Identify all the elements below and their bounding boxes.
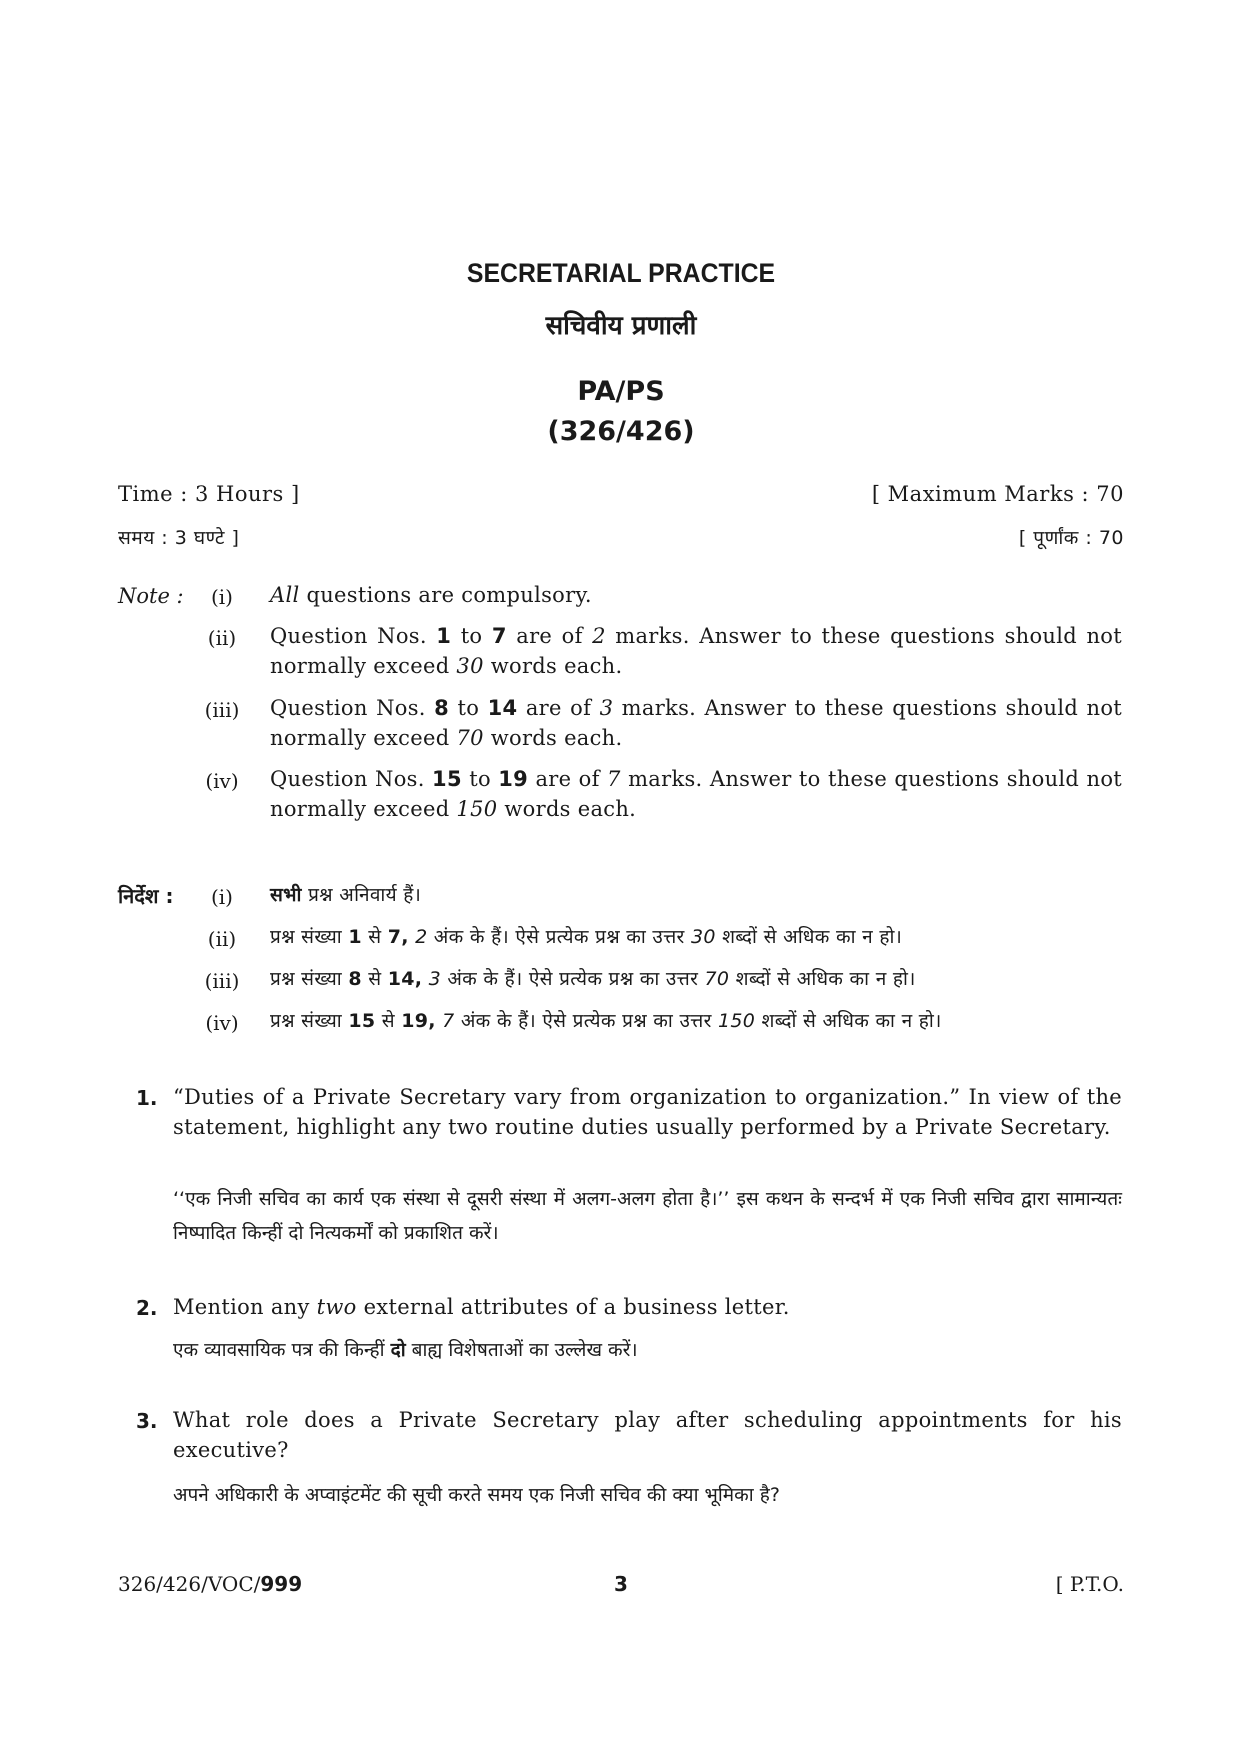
time-english: Time : 3 Hours ]	[118, 482, 300, 506]
footer-code-plain: 326/426/VOC/	[118, 1572, 261, 1596]
text-segment: 8	[434, 696, 450, 720]
text-segment: ‘‘एक निजी सचिव का कार्य एक संस्था से दूसरी संस्था में अलग-अलग होता है।’’ इस कथन के सन्दर्भ में एक निजी सचिव द्वारा सामान्यतः निष्पादित किन्हीं दो नित्यकर्मों को प्रकाशित करें।	[173, 1188, 1122, 1244]
text-segment: Question Nos.	[270, 624, 437, 648]
note-en-item	[270, 764, 1122, 824]
text-segment: words each.	[483, 726, 623, 750]
text-segment: एक व्यावसायिक पत्र की किन्हीं	[173, 1339, 391, 1361]
note-hi-num: (iv)	[205, 1011, 239, 1035]
text-segment: 2	[592, 624, 606, 648]
max-marks-hindi: [ पूर्णांक : 70	[1018, 527, 1124, 549]
note-hi-item	[270, 880, 1122, 910]
question-text-english	[173, 1405, 1122, 1465]
text-segment: प्रश्न अनिवार्य हैं।	[301, 884, 422, 906]
text-segment: two	[316, 1295, 357, 1319]
text-segment: Mention any	[173, 1295, 317, 1319]
text-segment: marks. Answer to these questions should not normally exceed	[270, 624, 1122, 678]
max-marks-english: [ Maximum Marks : 70	[871, 482, 1124, 506]
note-en-item	[270, 693, 1122, 753]
note-en-num: (ii)	[207, 626, 237, 650]
page-number: 3	[614, 1572, 628, 1596]
text-segment: बाह्य विशेषताओं का उल्लेख करें।	[405, 1339, 638, 1361]
note-en-item	[270, 580, 1122, 610]
text-segment: to	[461, 767, 499, 791]
note-hi-num: (i)	[210, 885, 233, 909]
text-segment: 7	[442, 1010, 455, 1032]
text-segment: प्रश्न संख्या	[270, 1010, 349, 1032]
question-text-hindi	[173, 1478, 1122, 1512]
text-segment: Question Nos.	[270, 767, 433, 791]
text-segment: से	[361, 926, 388, 948]
question-number: 1.	[136, 1086, 158, 1110]
note-label-english: Note :	[118, 584, 184, 608]
text-segment: “Duties of a Private Secretary vary from organization to organization.” In view of the statement, highlight any two routine duties usually performed by a Private Secretary.	[173, 1085, 1122, 1139]
note-en-num: (i)	[210, 585, 233, 609]
text-segment: All	[270, 583, 300, 607]
text-segment: से	[375, 1010, 402, 1032]
text-segment: 70	[704, 968, 730, 990]
text-segment: 8	[348, 968, 362, 990]
note-hi-item	[270, 922, 1122, 952]
text-segment: 70	[456, 726, 484, 750]
text-segment: 1	[348, 926, 362, 948]
text-segment: 30	[690, 926, 716, 948]
text-segment: शब्दों से अधिक का न हो।	[755, 1010, 942, 1032]
text-segment: शब्दों से अधिक का न हो।	[729, 968, 916, 990]
subject-title-hindi: सचिवीय प्रणाली	[545, 311, 697, 341]
text-segment: 150	[718, 1010, 756, 1032]
text-segment: external attributes of a business letter.	[356, 1295, 790, 1319]
text-segment: से	[361, 968, 388, 990]
text-segment: 30	[456, 654, 484, 678]
pto-marker: [ P.T.O.	[1055, 1572, 1124, 1596]
note-label-hindi: निर्देश :	[118, 884, 174, 908]
note-en-item	[270, 621, 1122, 681]
text-segment: 7	[607, 767, 621, 791]
note-hi-num: (iii)	[204, 969, 240, 993]
paper-code: (326/426)	[547, 416, 695, 447]
text-segment: शब्दों से अधिक का न हो।	[715, 926, 903, 948]
note-hi-item	[270, 964, 1122, 994]
text-segment: 19,	[401, 1010, 436, 1032]
text-segment: words each.	[497, 797, 637, 821]
text-segment: अंक के हैं। ऐसे प्रत्येक प्रश्न का उत्तर	[427, 926, 691, 948]
text-segment: marks. Answer to these questions should not normally exceed	[270, 696, 1123, 750]
note-hi-item	[270, 1006, 1122, 1036]
text-segment: 3	[599, 696, 614, 720]
question-text-hindi	[173, 1333, 1122, 1367]
text-segment: प्रश्न संख्या	[270, 926, 349, 948]
text-segment: 2	[415, 926, 428, 948]
question-text-hindi	[173, 1182, 1122, 1250]
text-segment: to	[451, 624, 492, 648]
text-segment: 14	[487, 696, 518, 720]
text-segment: are of	[506, 624, 593, 648]
text-segment: marks. Answer to these questions should not normally exceed	[270, 767, 1123, 821]
text-segment: 15	[432, 767, 462, 791]
text-segment: are of	[517, 696, 600, 720]
text-segment: What role does a Private Secretary play after scheduling appointments for his executive?	[173, 1408, 1122, 1462]
time-hindi: समय : 3 घण्टे ]	[118, 527, 240, 549]
text-segment: 150	[456, 797, 498, 821]
course-code: PA/PS	[577, 376, 665, 407]
note-hi-num: (ii)	[207, 927, 237, 951]
text-segment: questions are compulsory.	[299, 583, 592, 607]
text-segment: are of	[528, 767, 608, 791]
text-segment: words each.	[483, 654, 623, 678]
text-segment: 7	[491, 624, 507, 648]
text-segment: अंक के हैं। ऐसे प्रत्येक प्रश्न का उत्तर	[454, 1010, 718, 1032]
text-segment: दो	[390, 1339, 406, 1361]
text-segment: 15	[348, 1010, 376, 1032]
question-text-english	[173, 1082, 1122, 1142]
text-segment: Question Nos.	[270, 696, 435, 720]
text-segment: 1	[436, 624, 452, 648]
text-segment: to	[449, 696, 488, 720]
text-segment: 7,	[387, 926, 409, 948]
text-segment: 19	[498, 767, 529, 791]
question-number: 3.	[136, 1409, 158, 1433]
footer-code-bold: 999	[260, 1572, 303, 1596]
question-text-english	[173, 1292, 1122, 1322]
text-segment: 14,	[387, 968, 423, 990]
text-segment: अंक के हैं। ऐसे प्रत्येक प्रश्न का उत्तर	[440, 968, 705, 990]
text-segment: 3	[428, 968, 441, 990]
note-en-num: (iv)	[205, 769, 239, 793]
text-segment: अपने अधिकारी के अप्वाइंटमेंट की सूची करते समय एक निजी सचिव की क्या भूमिका है?	[173, 1484, 780, 1506]
text-segment: सभी	[270, 884, 302, 906]
note-en-num: (iii)	[204, 698, 240, 722]
subject-title-english: SECRETARIAL PRACTICE	[466, 258, 776, 288]
text-segment: प्रश्न संख्या	[270, 968, 349, 990]
question-number: 2.	[136, 1296, 158, 1320]
